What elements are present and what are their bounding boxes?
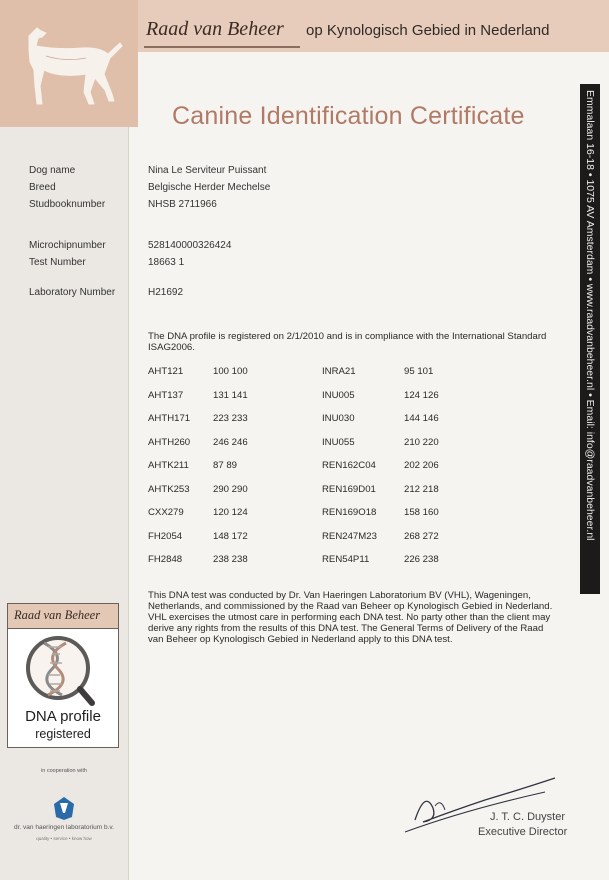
lab-tagline: quality • service • know how [36, 836, 92, 841]
studbook-value: NHSB 2711966 [148, 199, 217, 210]
marker-name: AHTK211 [148, 460, 189, 471]
dog-name-label: Dog name [29, 165, 76, 176]
marker-name: REN247M23 [322, 531, 377, 542]
test-number-value: 18663 1 [148, 257, 185, 268]
header-rule [144, 46, 300, 48]
lab-number-value: H21692 [148, 287, 184, 298]
marker-name: INRA21 [322, 366, 356, 377]
header-title: Raad van Beheer [146, 18, 284, 40]
marker-alleles: 212 218 [404, 484, 439, 495]
breed-value: Belgische Herder Mechelse [148, 182, 271, 193]
breed-label: Breed [29, 182, 56, 193]
marker-name: FH2054 [148, 531, 183, 542]
lab-number-label: Laboratory Number [29, 287, 116, 298]
marker-name: AHTH260 [148, 437, 191, 448]
marker-alleles: 238 238 [213, 554, 248, 565]
contact-strip-text: Emmalaan 16-18 • 1075 AV Amsterdam • www.raadvanbeheer.nl • Email: info@raadvanbeheer.nl [584, 90, 596, 541]
marker-name: REN54P11 [322, 554, 370, 565]
marker-name: INU030 [322, 413, 355, 424]
header-subtitle: op Kynologisch Gebied in Nederland [306, 22, 550, 39]
marker-name: FH2848 [148, 554, 183, 565]
certificate-title: Canine Identification Certificate [172, 102, 525, 130]
marker-name: INU005 [322, 390, 355, 401]
logo-box [0, 0, 138, 127]
marker-name: AHT121 [148, 366, 184, 377]
studbook-label: Studbooknumber [29, 199, 106, 210]
marker-name: AHT137 [148, 390, 184, 401]
badge-header [8, 604, 118, 629]
marker-alleles: 226 238 [404, 554, 439, 565]
microchip-label: Microchipnumber [29, 240, 106, 251]
marker-name: REN169O18 [322, 507, 377, 518]
badge-line-1: DNA profile [25, 708, 101, 725]
marker-alleles: 246 246 [213, 437, 248, 448]
marker-alleles: 158 160 [404, 507, 439, 518]
cooperation-label: in cooperation with [41, 768, 87, 774]
marker-alleles: 87 89 [213, 460, 238, 471]
greyhound-logo-icon [0, 0, 138, 127]
marker-alleles: 144 146 [404, 413, 439, 424]
marker-name: REN169D01 [322, 484, 376, 495]
lab-logo-icon [52, 795, 76, 821]
marker-name: INU055 [322, 437, 355, 448]
lab-name: dr. van haeringen laboratorium b.v. [14, 824, 114, 831]
marker-alleles: 120 124 [213, 507, 248, 518]
marker-name: REN162C04 [322, 460, 376, 471]
marker-name: CXX279 [148, 507, 184, 518]
marker-alleles: 290 290 [213, 484, 248, 495]
disclaimer-text: This DNA test was conducted by Dr. Van Haeringen Laboratorium BV (VHL), Wageningen, Netherlands, and commissioned by the Raad van Beheer op Kynologisch Gebied in Nederland. VHL exercises the utmost care in performing each DNA test. No party other than the client may derive any rights from the results of this DNA test. The General Terms of Delivery of the Raad van Beheer op Kynologisch Gebied in Nederland apply to this DNA test. [148, 590, 553, 645]
marker-alleles: 148 172 [213, 531, 248, 542]
marker-alleles: 131 141 [213, 390, 248, 401]
marker-alleles: 202 206 [404, 460, 439, 471]
signatory-title: Executive Director [478, 826, 568, 838]
marker-alleles: 95 101 [404, 366, 434, 377]
marker-alleles: 124 126 [404, 390, 439, 401]
dna-magnifier-icon [8, 629, 118, 709]
dog-name-value: Nina Le Serviteur Puissant [148, 165, 267, 176]
microchip-value: 528140000326424 [148, 240, 232, 251]
marker-name: AHTH171 [148, 413, 191, 424]
test-number-label: Test Number [29, 257, 86, 268]
marker-alleles: 210 220 [404, 437, 439, 448]
marker-alleles: 223 233 [213, 413, 248, 424]
marker-alleles: 100 100 [213, 366, 248, 377]
profile-intro: The DNA profile is registered on 2/1/2010 and is in compliance with the International Standard ISAG2006. [148, 331, 547, 353]
badge-org: Raad van Beheer [14, 608, 101, 622]
signatory-name: J. T. C. Duyster [490, 811, 565, 823]
badge-line-2: registered [35, 727, 91, 741]
marker-name: AHTK253 [148, 484, 190, 495]
dna-profile-badge [7, 603, 119, 748]
marker-alleles: 268 272 [404, 531, 439, 542]
